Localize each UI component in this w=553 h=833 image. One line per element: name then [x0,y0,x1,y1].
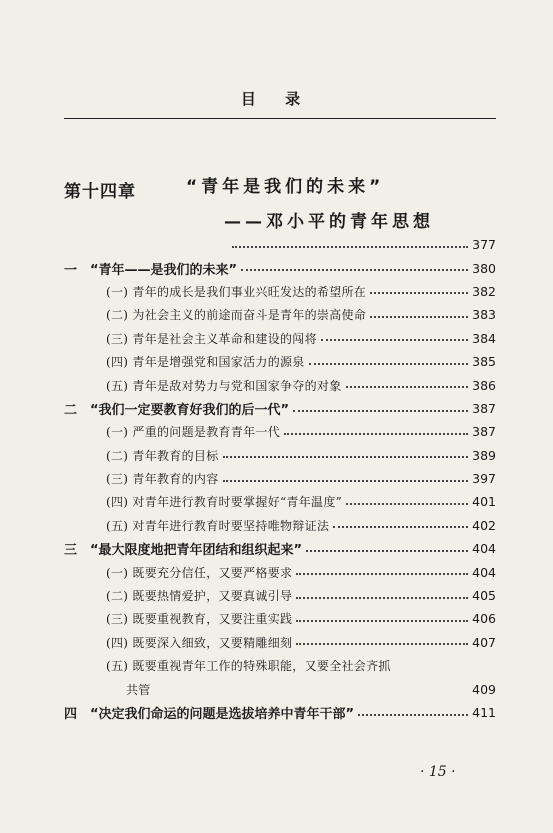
page-number: 411 [472,705,496,720]
leader-dots [309,351,469,365]
page-number: 407 [472,634,496,650]
header-rule [64,118,496,119]
chapter-label: 第十四章 [64,182,136,202]
section-number: 四 [64,707,78,722]
toc-item[interactable] [64,420,496,443]
item-text: 既要重视教育，又要注重实践 [132,612,293,627]
toc-item[interactable] [64,373,496,396]
page-number: 404 [472,541,496,557]
section-title: “最大限度地把青年团结和组织起来” [90,543,303,559]
item-label: (一) [106,284,129,299]
leader-dots [296,631,468,645]
leader-dots [232,233,468,248]
section-title: “我们一定要教育好我们的后一代” [90,402,290,418]
toc-item[interactable] [64,514,496,537]
leader-dots [333,514,468,528]
page-number: 385 [472,354,496,370]
chapter-subtitle: ——邓小平的青年思想 [224,212,434,232]
item-text: 共管 [126,682,151,697]
toc-item[interactable] [64,467,496,490]
page-number: 377 [472,237,496,253]
item-label: (一) [106,565,129,580]
leader-dots [293,397,468,412]
leader-dots [296,561,468,575]
toc-section[interactable] [64,701,496,724]
leader-dots [223,468,469,482]
item-text: 青年教育的目标 [132,448,219,463]
leader-dots [370,280,468,294]
leader-dots [284,421,468,435]
toc-row-intro[interactable] [64,233,496,256]
page-number: 384 [472,330,496,346]
toc-section[interactable] [64,397,496,420]
toc-section[interactable] [64,256,496,279]
item-label: (五) [106,659,129,674]
table-of-contents [64,233,496,724]
item-label: (三) [106,612,129,627]
item-label: (三) [106,331,129,346]
page-number: 409 [472,681,496,697]
leader-dots [223,444,469,458]
leader-dots [296,608,468,622]
toc-item[interactable] [64,280,496,303]
page-number: 383 [472,307,496,323]
page-number: 401 [472,494,496,510]
item-label: (四) [106,635,129,650]
leader-dots [306,538,468,553]
item-label: (四) [106,355,129,370]
item-label: (五) [106,518,129,533]
item-label: (五) [106,378,129,393]
section-number: 一 [64,262,78,278]
item-text: 既要充分信任，又要严格要求 [132,565,293,580]
toc-item[interactable] [64,444,496,467]
toc-item[interactable] [64,327,496,350]
item-text: 青年教育的内容 [132,472,219,487]
section-number: 三 [64,543,78,559]
item-label: (一) [106,425,129,440]
item-label: (二) [106,308,129,323]
toc-item[interactable] [64,584,496,607]
chapter-title: “青年是我们的未来” [186,177,385,197]
page-number: 397 [472,471,496,487]
toc-item[interactable] [64,654,496,677]
item-text: 青年是增强党和国家活力的源泉 [132,355,305,370]
section-number: 二 [64,402,78,418]
toc-item[interactable] [64,607,496,630]
page-number: 404 [472,564,496,580]
leader-dots [358,701,468,716]
page-number: 386 [472,377,496,393]
item-label: (二) [106,589,129,604]
item-text: 青年的成长是我们事业兴旺发达的希望所在 [132,284,367,299]
toc-item[interactable] [64,350,496,373]
page-number: 380 [472,260,496,276]
page-number: 402 [472,517,496,533]
item-text: 青年是社会主义革命和建设的闯将 [132,331,317,346]
leader-dots [346,491,468,505]
toc-item[interactable] [64,303,496,326]
page-header-title: 目 录 [240,90,313,108]
page-number: 389 [472,447,496,463]
item-label: (二) [106,448,129,463]
section-title: “青年——是我们的未来” [90,262,238,278]
item-text: 既要热情爱护，又要真诚引导 [132,589,293,604]
item-text: 对青年进行教育时要坚持唯物辩证法 [132,518,330,533]
page-number: 387 [472,424,496,440]
leader-dots [296,585,468,599]
page-number: 382 [472,283,496,299]
page-number: 406 [472,611,496,627]
toc-section[interactable] [64,537,496,560]
section-title: “决定我们命运的问题是选拔培养中青年干部” [90,707,355,722]
page-number: 387 [472,400,496,416]
item-label: (三) [106,472,129,487]
leader-dots [321,327,468,341]
leader-dots [370,304,468,318]
item-text: 为社会主义的前途而奋斗是青年的崇高使命 [132,308,367,323]
item-text: 严重的问题是教育青年一代 [132,425,280,440]
leader-dots [346,374,469,388]
toc-item[interactable] [64,560,496,583]
item-text: 青年是敌对势力与党和国家争夺的对象 [132,378,342,393]
item-text: 既要重视青年工作的特殊职能，又要全社会齐抓 [132,659,391,674]
page-number: 405 [472,588,496,604]
item-text: 对青年进行教育时要掌握好“青年温度” [132,495,343,510]
leader-dots [155,678,469,692]
toc-item[interactable] [64,490,496,513]
item-label: (四) [106,495,129,510]
toc-item[interactable] [64,631,496,654]
leader-dots [241,257,468,272]
item-text: 既要深入细致，又要精雕细刻 [132,635,293,650]
toc-item-continuation[interactable] [64,677,496,700]
footer-page-number: · 15 · [420,764,456,780]
